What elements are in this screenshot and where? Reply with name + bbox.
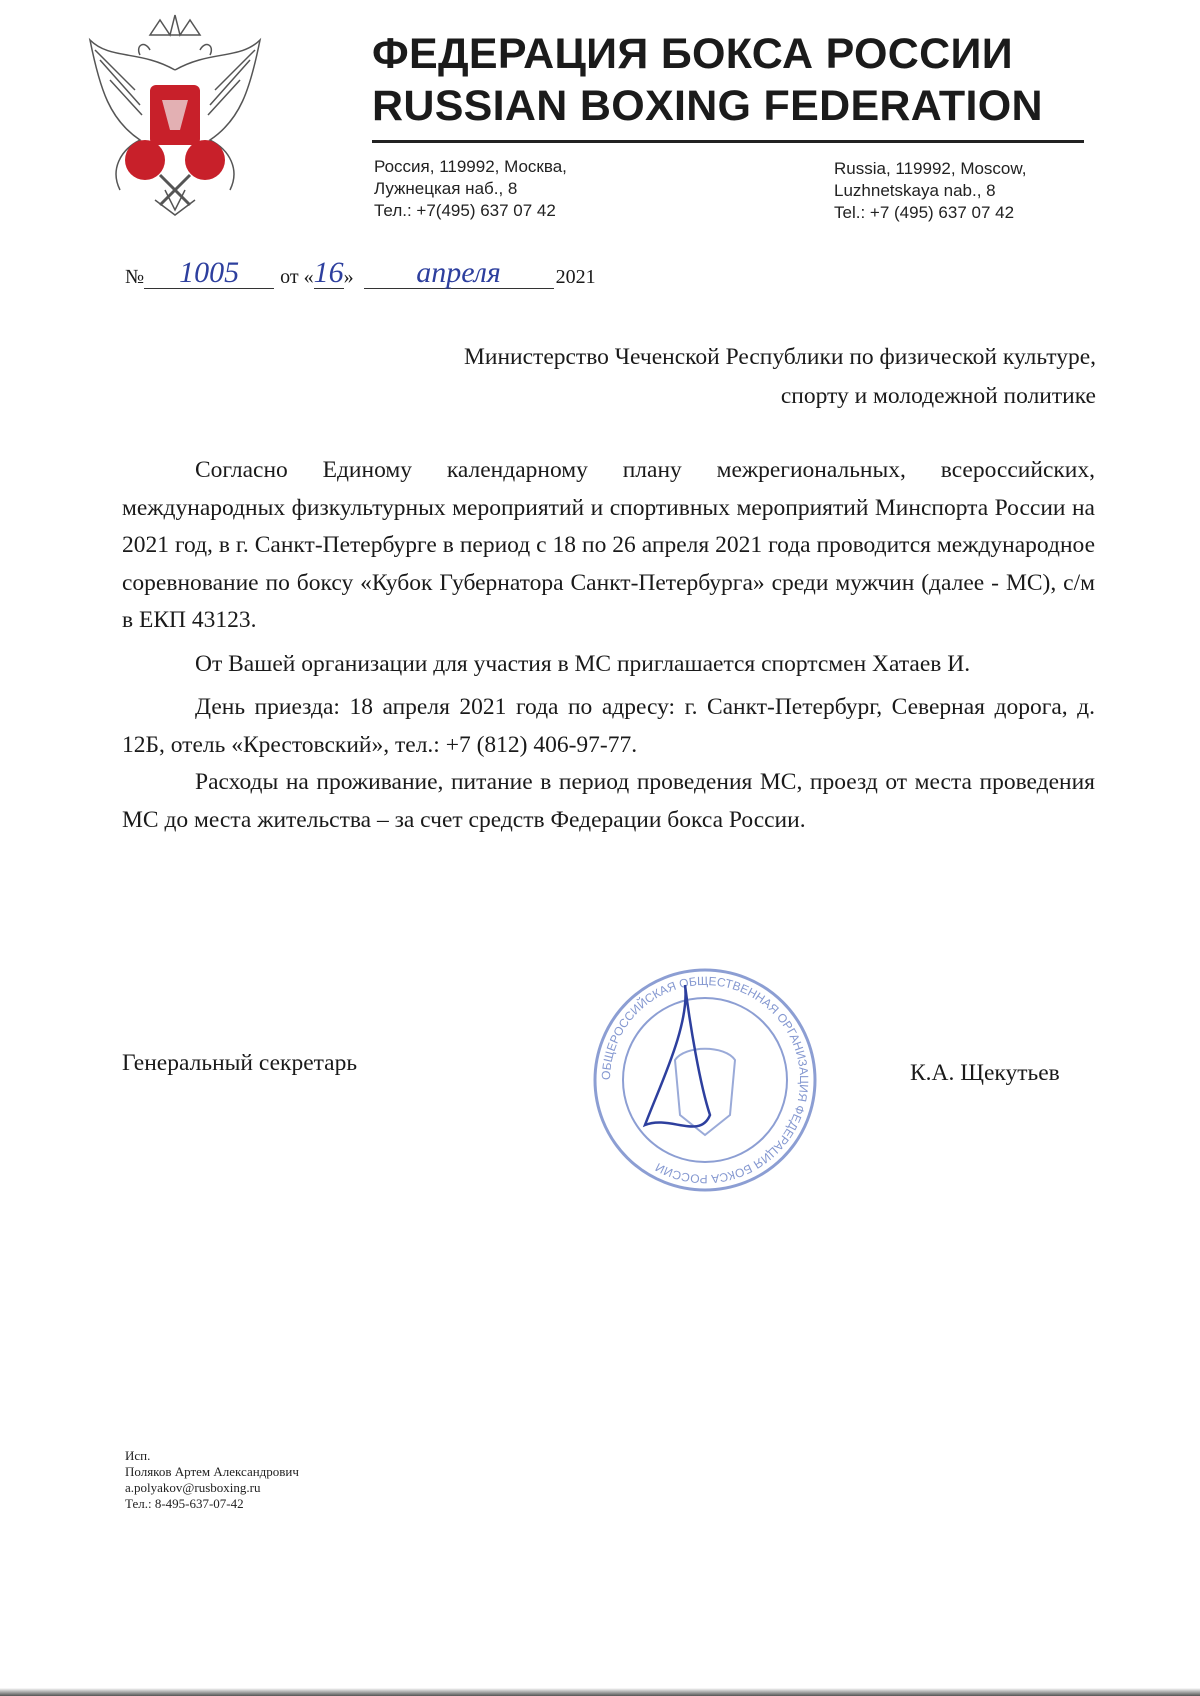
body-paragraph: Согласно Единому календарному плану межрегиональных, всероссийских, международных физкультурных мероприятий и спортивных мероприятий Минспорта России на 2021 год, в г. Санкт-Петербурге в период с 18 по 26 апреля 2021 года проводится международное соревнование по боксу «Кубок Губернатора Санкт-Петербурга» среди мужчин (далее - МС), с/м в ЕКП 43123. bbox=[122, 457, 1095, 633]
body-paragraph: От Вашей организации для участия в МС приглашается спортсмен Хатаев И. bbox=[195, 650, 971, 677]
header-divider bbox=[372, 140, 1084, 143]
executor-phone: Тел.: 8-495-637-07-42 bbox=[125, 1496, 244, 1511]
signatory-name: К.А. Щекутьев bbox=[910, 1060, 1060, 1086]
address-phone: Tel.: +7 (495) 637 07 42 bbox=[834, 203, 1015, 222]
letter-body bbox=[122, 452, 1095, 839]
address-line: Россия, 119992, Москва, bbox=[374, 157, 567, 176]
recipient bbox=[296, 338, 1096, 416]
letterhead-title bbox=[372, 28, 1043, 132]
svg-text:ОБЩЕРОССИЙСКАЯ ОБЩЕСТВЕННАЯ ОР: ОБЩЕРОССИЙСКАЯ ОБЩЕСТВЕННАЯ ОРГАНИЗАЦИЯ ФЕДЕРАЦИЯ БОКСА РОССИИ bbox=[598, 973, 812, 1187]
executor-info bbox=[125, 1448, 299, 1512]
recipient-line: спорту и молодежной политике bbox=[780, 383, 1096, 409]
address-en bbox=[834, 158, 1026, 224]
executor-name: Поляков Артем Александрович bbox=[125, 1464, 299, 1479]
date-month: апреля bbox=[364, 258, 554, 289]
executor-email: a.polyakov@rusboxing.ru bbox=[125, 1480, 261, 1495]
document-number: 1005 bbox=[144, 258, 274, 289]
recipient-line: Министерство Чеченской Республики по физической культуре, bbox=[464, 344, 1096, 370]
title-ru: ФЕДЕРАЦИЯ БОКСА РОССИИ bbox=[372, 30, 1013, 78]
date-year: 2021 bbox=[555, 266, 596, 288]
number-label: № bbox=[125, 266, 145, 288]
federation-emblem-logo bbox=[80, 10, 270, 225]
address-line: Russia, 119992, Moscow, bbox=[834, 159, 1027, 178]
date-day: 16 bbox=[313, 256, 344, 289]
executor-label: Исп. bbox=[125, 1448, 151, 1463]
address-line: Luzhnetskaya nab., 8 bbox=[834, 181, 996, 200]
address-phone: Тел.: +7(495) 637 07 42 bbox=[374, 201, 556, 220]
signatory-role: Генеральный секретарь bbox=[122, 1050, 358, 1076]
official-stamp bbox=[590, 965, 820, 1195]
body-paragraph: День приезда: 18 апреля 2021 года по адресу: г. Санкт-Петербург, Северная дорога, д. 12Б, отель «Крестовский», тел.: +7 (812) 406-97-77. bbox=[122, 694, 1095, 758]
title-en: RUSSIAN BOXING FEDERATION bbox=[372, 82, 1043, 130]
scan-edge bbox=[0, 1688, 1200, 1696]
address-line: Лужнецкая наб., 8 bbox=[374, 179, 518, 198]
reference-line bbox=[125, 258, 596, 289]
address-ru bbox=[374, 156, 567, 222]
date-from-label: от « bbox=[280, 266, 314, 288]
body-paragraph: Расходы на проживание, питание в период проведения МС, проезд от места проведения МС до места жительства – за счет средств Федерации бокса России. bbox=[122, 769, 1095, 833]
date-quote: » bbox=[343, 266, 354, 288]
